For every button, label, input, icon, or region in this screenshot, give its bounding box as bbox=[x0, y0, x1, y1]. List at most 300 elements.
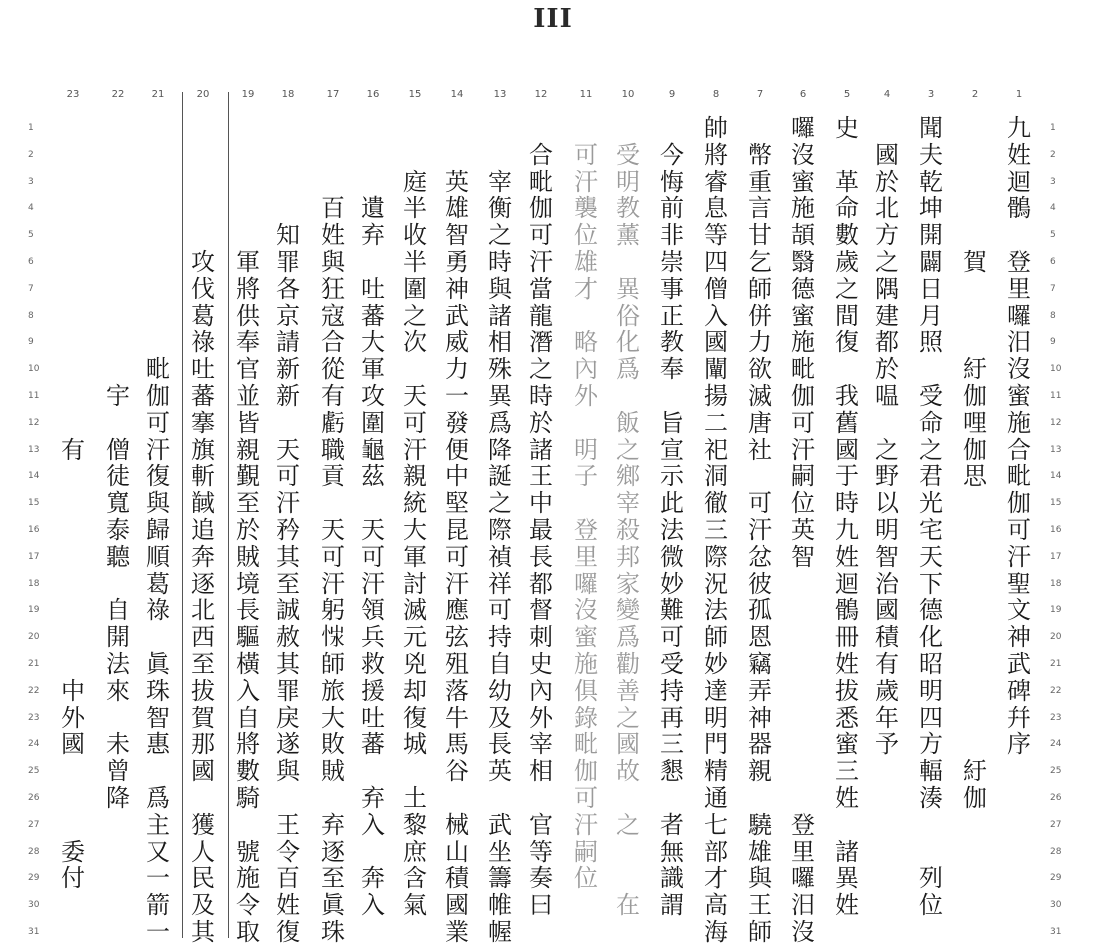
glyph: 此 bbox=[660, 489, 684, 518]
glyph: 善 bbox=[616, 676, 640, 705]
glyph: 祀 bbox=[704, 435, 728, 464]
glyph: 崇 bbox=[660, 248, 684, 276]
glyph: 建 bbox=[875, 301, 899, 330]
glyph: 寬 bbox=[106, 489, 130, 518]
glyph: 殊 bbox=[488, 355, 512, 384]
glyph: 汗 bbox=[403, 435, 427, 464]
glyph: 我 bbox=[835, 382, 859, 410]
glyph: 內 bbox=[529, 676, 553, 705]
glyph: 諸 bbox=[488, 301, 512, 330]
glyph: 可 bbox=[574, 784, 598, 812]
glyph: 錄 bbox=[574, 703, 598, 732]
glyph: 姓 bbox=[835, 784, 859, 812]
glyph: 受 bbox=[616, 140, 640, 169]
glyph: 可 bbox=[445, 542, 469, 571]
glyph: 大 bbox=[361, 328, 385, 357]
glyph: 位 bbox=[919, 891, 943, 920]
glyph: 籌 bbox=[488, 864, 512, 893]
glyph: 之 bbox=[403, 301, 427, 330]
glyph: 茲 bbox=[361, 462, 385, 491]
glyph: 明 bbox=[574, 435, 598, 464]
glyph: 弄 bbox=[748, 676, 772, 705]
glyph: 汗 bbox=[146, 435, 170, 464]
row-number-right: 18 bbox=[1050, 578, 1062, 589]
glyph: 者 bbox=[660, 810, 684, 839]
glyph: 官 bbox=[529, 810, 553, 839]
glyph: 當 bbox=[529, 274, 553, 303]
glyph: 外 bbox=[61, 703, 85, 732]
glyph: 飯 bbox=[616, 408, 640, 437]
glyph: 潛 bbox=[529, 328, 553, 357]
glyph: 元 bbox=[403, 623, 427, 652]
glyph: 碑 bbox=[1007, 676, 1031, 705]
glyph: 來 bbox=[106, 676, 130, 705]
glyph: 重 bbox=[748, 167, 772, 196]
glyph: 一 bbox=[445, 382, 469, 410]
glyph: 四 bbox=[704, 248, 728, 276]
glyph: 蜜 bbox=[791, 301, 815, 330]
glyph: 紆 bbox=[963, 757, 987, 786]
glyph: 落 bbox=[445, 676, 469, 705]
glyph: 罪 bbox=[276, 676, 300, 705]
glyph: 持 bbox=[488, 623, 512, 652]
glyph: 社 bbox=[748, 435, 772, 464]
glyph: 入 bbox=[361, 810, 385, 839]
glyph: 王 bbox=[276, 810, 300, 839]
glyph: 方 bbox=[875, 221, 899, 250]
glyph: 可 bbox=[361, 542, 385, 571]
glyph: 百 bbox=[276, 864, 300, 893]
glyph: 京 bbox=[276, 301, 300, 330]
row-number-left: 16 bbox=[28, 525, 40, 535]
glyph: 惠 bbox=[146, 730, 170, 759]
glyph: 珠 bbox=[321, 918, 345, 943]
glyph: 馬 bbox=[445, 730, 469, 759]
row-number-right: 6 bbox=[1050, 257, 1056, 267]
glyph: 昭 bbox=[919, 650, 943, 678]
glyph: 中 bbox=[445, 462, 469, 491]
glyph: 異 bbox=[835, 864, 859, 893]
glyph: 曰 bbox=[529, 891, 553, 920]
glyph: 位 bbox=[574, 221, 598, 250]
column-number: 19 bbox=[241, 89, 255, 100]
glyph: 悉 bbox=[835, 703, 859, 732]
glyph: 際 bbox=[704, 542, 728, 571]
glyph: 時 bbox=[488, 248, 512, 276]
column-number: 15 bbox=[408, 89, 422, 100]
glyph: 積 bbox=[875, 623, 899, 652]
glyph: 姓 bbox=[276, 891, 300, 920]
glyph: 登 bbox=[1007, 248, 1031, 276]
glyph: 械 bbox=[445, 810, 469, 839]
glyph: 難 bbox=[660, 596, 684, 625]
glyph: 可 bbox=[748, 489, 772, 518]
glyph: 賊 bbox=[321, 757, 345, 786]
glyph: 夫 bbox=[919, 140, 943, 169]
glyph: 至 bbox=[236, 489, 260, 518]
column-number: 11 bbox=[579, 89, 593, 100]
glyph: 事 bbox=[660, 274, 684, 303]
glyph: 誠 bbox=[276, 596, 300, 625]
glyph: 統 bbox=[403, 489, 427, 518]
glyph: 隅 bbox=[875, 274, 899, 303]
glyph: 德 bbox=[791, 274, 815, 303]
glyph: 門 bbox=[704, 730, 728, 759]
glyph: 姓 bbox=[835, 650, 859, 678]
row-number-left: 22 bbox=[28, 685, 40, 696]
glyph: 無 bbox=[660, 837, 684, 866]
glyph: 與 bbox=[276, 757, 300, 786]
glyph: 伽 bbox=[529, 194, 553, 223]
glyph: 前 bbox=[660, 194, 684, 223]
glyph: 寇 bbox=[321, 301, 345, 330]
glyph: 教 bbox=[616, 194, 640, 223]
glyph: 武 bbox=[1007, 650, 1031, 678]
glyph: 攻 bbox=[361, 382, 385, 410]
row-number-right: 5 bbox=[1050, 230, 1056, 241]
glyph: 再 bbox=[660, 703, 684, 732]
glyph: 高 bbox=[704, 891, 728, 920]
glyph: 都 bbox=[875, 328, 899, 357]
glyph: 弃 bbox=[361, 221, 385, 250]
glyph: 變 bbox=[616, 596, 640, 625]
glyph: 英 bbox=[445, 167, 469, 196]
glyph: 都 bbox=[529, 569, 553, 598]
glyph: 宰 bbox=[488, 167, 512, 196]
glyph: 王 bbox=[529, 462, 553, 491]
row-number-right: 15 bbox=[1050, 498, 1062, 509]
glyph: 昆 bbox=[445, 516, 469, 544]
row-number-right: 22 bbox=[1050, 685, 1062, 696]
glyph: 智 bbox=[791, 542, 815, 571]
glyph: 國 bbox=[616, 730, 640, 759]
glyph: 爲 bbox=[616, 355, 640, 384]
glyph: 其 bbox=[191, 918, 215, 943]
glyph: 部 bbox=[704, 837, 728, 866]
glyph: 唐 bbox=[748, 408, 772, 437]
row-number-left: 1 bbox=[28, 123, 34, 133]
glyph: 有 bbox=[321, 382, 345, 410]
glyph: 雄 bbox=[445, 194, 469, 223]
glyph: 神 bbox=[1007, 623, 1031, 652]
glyph: 矜 bbox=[276, 516, 300, 544]
glyph: 庶 bbox=[403, 837, 427, 866]
glyph: 化 bbox=[616, 328, 640, 357]
glyph: 神 bbox=[748, 703, 772, 732]
glyph: 月 bbox=[919, 301, 943, 330]
glyph: 徹 bbox=[704, 489, 728, 518]
glyph: 之 bbox=[875, 248, 899, 276]
glyph: 汗 bbox=[791, 435, 815, 464]
glyph: 一 bbox=[146, 918, 170, 943]
glyph: 宅 bbox=[919, 516, 943, 544]
row-number-left: 11 bbox=[28, 391, 40, 401]
glyph: 欲 bbox=[748, 355, 772, 384]
glyph: 主 bbox=[146, 810, 170, 839]
glyph: 攻 bbox=[191, 248, 215, 276]
glyph: 幼 bbox=[488, 676, 512, 705]
glyph: 力 bbox=[445, 355, 469, 384]
glyph: 救 bbox=[361, 650, 385, 678]
glyph: 親 bbox=[748, 757, 772, 786]
glyph: 歲 bbox=[875, 676, 899, 705]
glyph: 拔 bbox=[191, 676, 215, 705]
glyph: 宰 bbox=[529, 730, 553, 759]
row-number-left: 29 bbox=[28, 873, 40, 884]
glyph: 將 bbox=[236, 730, 260, 759]
row-number-right: 19 bbox=[1050, 605, 1062, 616]
glyph: 可 bbox=[791, 408, 815, 437]
glyph: 悔 bbox=[660, 167, 684, 196]
glyph: 汗 bbox=[276, 489, 300, 518]
glyph: 九 bbox=[835, 516, 859, 544]
row-number-right: 21 bbox=[1050, 659, 1062, 669]
glyph: 西 bbox=[191, 623, 215, 652]
glyph: 爲 bbox=[146, 784, 170, 812]
glyph: 黎 bbox=[403, 810, 427, 839]
glyph: 智 bbox=[146, 703, 170, 732]
glyph: 未 bbox=[106, 730, 130, 759]
glyph: 與 bbox=[321, 248, 345, 276]
glyph: 懇 bbox=[660, 757, 684, 786]
glyph: 逐 bbox=[321, 837, 345, 866]
glyph: 開 bbox=[106, 623, 130, 652]
glyph: 珠 bbox=[146, 676, 170, 705]
glyph: 示 bbox=[660, 462, 684, 491]
glyph: 可 bbox=[574, 140, 598, 169]
glyph: 將 bbox=[704, 140, 728, 169]
glyph: 宇 bbox=[106, 382, 130, 410]
glyph: 于 bbox=[835, 462, 859, 491]
row-number-right: 23 bbox=[1050, 712, 1062, 723]
glyph: 通 bbox=[704, 784, 728, 812]
glyph: 頡 bbox=[791, 221, 815, 250]
glyph: 內 bbox=[574, 355, 598, 384]
column-number: 13 bbox=[493, 89, 507, 100]
glyph: 新 bbox=[276, 382, 300, 410]
glyph: 軍 bbox=[361, 355, 385, 384]
column-number: 10 bbox=[621, 89, 635, 100]
row-number-left: 5 bbox=[28, 230, 34, 241]
glyph: 大 bbox=[321, 703, 345, 732]
glyph: 諸 bbox=[529, 435, 553, 464]
glyph: 伽 bbox=[574, 757, 598, 786]
glyph: 與 bbox=[146, 489, 170, 518]
row-number-left: 31 bbox=[28, 927, 40, 937]
column-number: 14 bbox=[450, 89, 464, 100]
glyph: 王 bbox=[748, 891, 772, 920]
glyph: 並 bbox=[236, 382, 260, 410]
glyph: 登 bbox=[574, 516, 598, 544]
glyph: 汨 bbox=[791, 891, 815, 920]
glyph: 天 bbox=[361, 516, 385, 544]
glyph: 與 bbox=[488, 274, 512, 303]
glyph: 嗢 bbox=[875, 382, 899, 410]
column-number: 1 bbox=[1015, 89, 1023, 100]
glyph: 之 bbox=[919, 435, 943, 464]
glyph: 雄 bbox=[574, 248, 598, 276]
glyph: 其 bbox=[276, 542, 300, 571]
glyph: 法 bbox=[106, 650, 130, 678]
glyph: 遺 bbox=[361, 194, 385, 223]
glyph: 才 bbox=[574, 274, 598, 303]
glyph: 皆 bbox=[236, 408, 260, 437]
glyph: 汨 bbox=[1007, 328, 1031, 357]
glyph: 九 bbox=[1007, 114, 1031, 142]
glyph: 祿 bbox=[191, 328, 215, 357]
glyph: 方 bbox=[919, 730, 943, 759]
glyph: 略 bbox=[574, 328, 598, 357]
glyph: 禎 bbox=[488, 542, 512, 571]
row-number-left: 21 bbox=[28, 659, 40, 669]
glyph: 堅 bbox=[445, 489, 469, 518]
glyph: 列 bbox=[919, 864, 943, 893]
glyph: 闢 bbox=[919, 248, 943, 276]
glyph: 光 bbox=[919, 489, 943, 518]
glyph: 勸 bbox=[616, 650, 640, 678]
glyph: 家 bbox=[616, 569, 640, 598]
glyph: 降 bbox=[488, 435, 512, 464]
row-number-right: 7 bbox=[1050, 283, 1056, 294]
glyph: 受 bbox=[660, 650, 684, 678]
column-number: 3 bbox=[927, 89, 935, 100]
glyph: 闡 bbox=[704, 355, 728, 384]
glyph: 施 bbox=[791, 194, 815, 223]
glyph: 發 bbox=[445, 408, 469, 437]
glyph: 滅 bbox=[748, 382, 772, 410]
glyph: 復 bbox=[403, 703, 427, 732]
glyph: 弃 bbox=[321, 810, 345, 839]
glyph: 二 bbox=[704, 408, 728, 437]
glyph: 供 bbox=[236, 301, 260, 330]
glyph: 思 bbox=[963, 462, 987, 491]
glyph: 於 bbox=[236, 516, 260, 544]
glyph: 知 bbox=[276, 221, 300, 250]
row-number-right: 26 bbox=[1050, 793, 1062, 803]
glyph: 以 bbox=[875, 489, 899, 518]
row-number-right: 27 bbox=[1050, 819, 1062, 830]
row-number-left: 8 bbox=[28, 310, 34, 321]
glyph: 囉 bbox=[791, 864, 815, 893]
glyph: 弃 bbox=[361, 784, 385, 812]
glyph: 翳 bbox=[791, 248, 815, 276]
glyph: 庭 bbox=[403, 167, 427, 196]
glyph: 數 bbox=[835, 221, 859, 250]
row-number-right: 11 bbox=[1050, 391, 1062, 401]
glyph: 從 bbox=[321, 355, 345, 384]
glyph: 諸 bbox=[835, 837, 859, 866]
column-number: 20 bbox=[196, 89, 210, 100]
glyph: 長 bbox=[529, 542, 553, 571]
glyph: 併 bbox=[748, 301, 772, 330]
glyph: 之 bbox=[875, 435, 899, 464]
row-number-right: 8 bbox=[1050, 310, 1056, 321]
row-number-left: 26 bbox=[28, 793, 40, 803]
glyph: 拔 bbox=[835, 676, 859, 705]
glyph: 獲 bbox=[191, 810, 215, 839]
glyph: 海 bbox=[704, 918, 728, 943]
glyph: 可 bbox=[146, 408, 170, 437]
glyph: 僧 bbox=[106, 435, 130, 464]
glyph: 𢚭 bbox=[321, 623, 345, 652]
glyph: 薰 bbox=[616, 221, 640, 250]
glyph: 師 bbox=[748, 918, 772, 943]
glyph: 相 bbox=[488, 328, 512, 357]
glyph: 宰 bbox=[616, 489, 640, 518]
glyph: 將 bbox=[236, 274, 260, 303]
glyph: 谷 bbox=[445, 757, 469, 786]
glyph: 旗 bbox=[191, 435, 215, 464]
glyph: 應 bbox=[445, 596, 469, 625]
glyph: 取 bbox=[236, 918, 260, 943]
glyph: 妙 bbox=[704, 650, 728, 678]
glyph: 誕 bbox=[488, 462, 512, 491]
row-number-left: 30 bbox=[28, 900, 40, 911]
glyph: 合 bbox=[529, 140, 553, 169]
glyph: 有 bbox=[61, 435, 85, 464]
glyph: 毗 bbox=[529, 167, 553, 196]
row-number-left: 18 bbox=[28, 578, 40, 589]
glyph: 姓 bbox=[835, 542, 859, 571]
glyph: 次 bbox=[403, 328, 427, 357]
glyph: 搴 bbox=[191, 408, 215, 437]
glyph: 乾 bbox=[919, 167, 943, 196]
glyph: 囉 bbox=[1007, 301, 1031, 330]
glyph: 與 bbox=[748, 864, 772, 893]
glyph: 眞 bbox=[146, 650, 170, 678]
glyph: 可 bbox=[403, 408, 427, 437]
glyph: 號 bbox=[236, 837, 260, 866]
glyph: 中 bbox=[61, 676, 85, 705]
glyph: 覲 bbox=[236, 462, 260, 491]
glyph: 伽 bbox=[1007, 489, 1031, 518]
glyph: 施 bbox=[236, 864, 260, 893]
glyph: 威 bbox=[445, 328, 469, 357]
glyph: 器 bbox=[748, 730, 772, 759]
row-number-right: 24 bbox=[1050, 739, 1062, 750]
glyph: 軍 bbox=[403, 542, 427, 571]
glyph: 一 bbox=[146, 864, 170, 893]
glyph: 汗 bbox=[574, 167, 598, 196]
glyph: 年 bbox=[875, 703, 899, 732]
glyph: 睿 bbox=[704, 167, 728, 196]
glyph: 之 bbox=[616, 703, 640, 732]
glyph: 吐 bbox=[361, 274, 385, 303]
glyph: 親 bbox=[403, 462, 427, 491]
glyph: 英 bbox=[791, 516, 815, 544]
glyph: 順 bbox=[146, 542, 170, 571]
glyph: 國 bbox=[835, 435, 859, 464]
glyph: 奔 bbox=[361, 864, 385, 893]
glyph: 明 bbox=[875, 516, 899, 544]
glyph: 等 bbox=[529, 837, 553, 866]
glyph: 國 bbox=[704, 328, 728, 357]
glyph: 舊 bbox=[835, 408, 859, 437]
glyph: 恩 bbox=[748, 623, 772, 652]
glyph: 毗 bbox=[574, 730, 598, 759]
glyph: 至 bbox=[191, 650, 215, 678]
row-number-right: 14 bbox=[1050, 471, 1062, 482]
glyph: 言 bbox=[748, 194, 772, 223]
glyph: 北 bbox=[191, 596, 215, 625]
column-number: 6 bbox=[799, 89, 807, 100]
row-number-right: 13 bbox=[1050, 444, 1062, 455]
glyph: 冊 bbox=[835, 623, 859, 652]
glyph: 赦 bbox=[276, 623, 300, 652]
glyph: 蜜 bbox=[835, 730, 859, 759]
glyph: 眞 bbox=[321, 891, 345, 920]
row-number-left: 15 bbox=[28, 498, 40, 509]
